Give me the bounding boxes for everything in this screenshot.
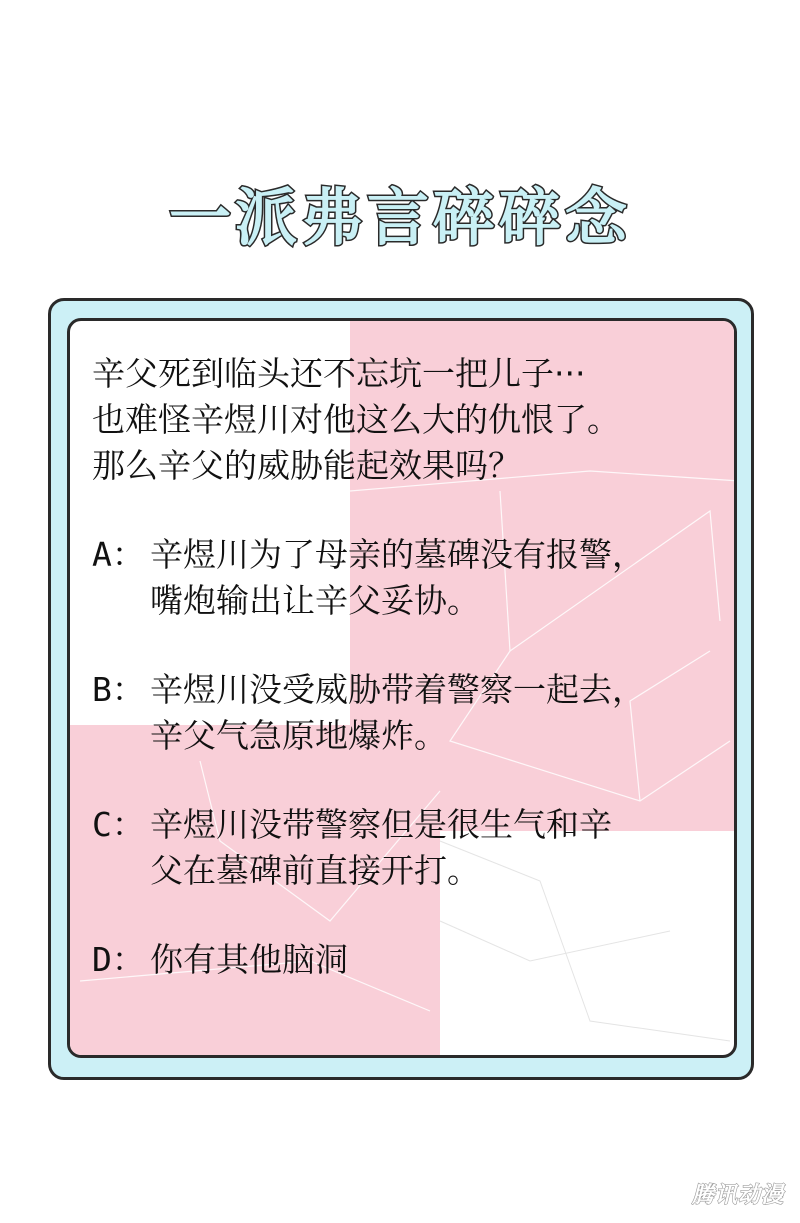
quiz-text: [92, 351, 722, 1026]
option-line: 嘴炮输出让辛父妥协。: [150, 581, 480, 620]
option-key: A：: [92, 535, 145, 574]
option-line: 辛父气急原地爆炸。: [150, 716, 447, 755]
option-line: 你有其他脑洞: [150, 940, 348, 979]
page-title: 一派弗言碎碎念: [168, 181, 631, 254]
option-key: C：: [92, 805, 145, 844]
option-d: [92, 937, 722, 983]
option-key: B：: [92, 670, 145, 709]
question-line: 那么辛父的威胁能起效果吗？: [92, 446, 521, 485]
option-line: 辛煜川没受威胁带着警察一起去，: [150, 670, 645, 709]
option-key: D：: [92, 940, 145, 979]
option-a: [92, 532, 722, 624]
watermark-logo: 腾讯动漫: [691, 1183, 784, 1208]
option-b: [92, 667, 722, 759]
option-line: 辛煜川为了母亲的墓碑没有报警，: [150, 535, 645, 574]
option-c: [92, 802, 722, 894]
option-line: 父在墓碑前直接开打。: [150, 851, 480, 890]
question-line: 也难怪辛煜川对他这么大的仇恨了。: [92, 400, 620, 439]
question-line: 辛父死到临头还不忘坑一把儿子···: [92, 354, 586, 393]
quiz-panel: [67, 318, 737, 1058]
question: [92, 351, 722, 489]
option-line: 辛煜川没带警察但是很生气和辛: [150, 805, 612, 844]
